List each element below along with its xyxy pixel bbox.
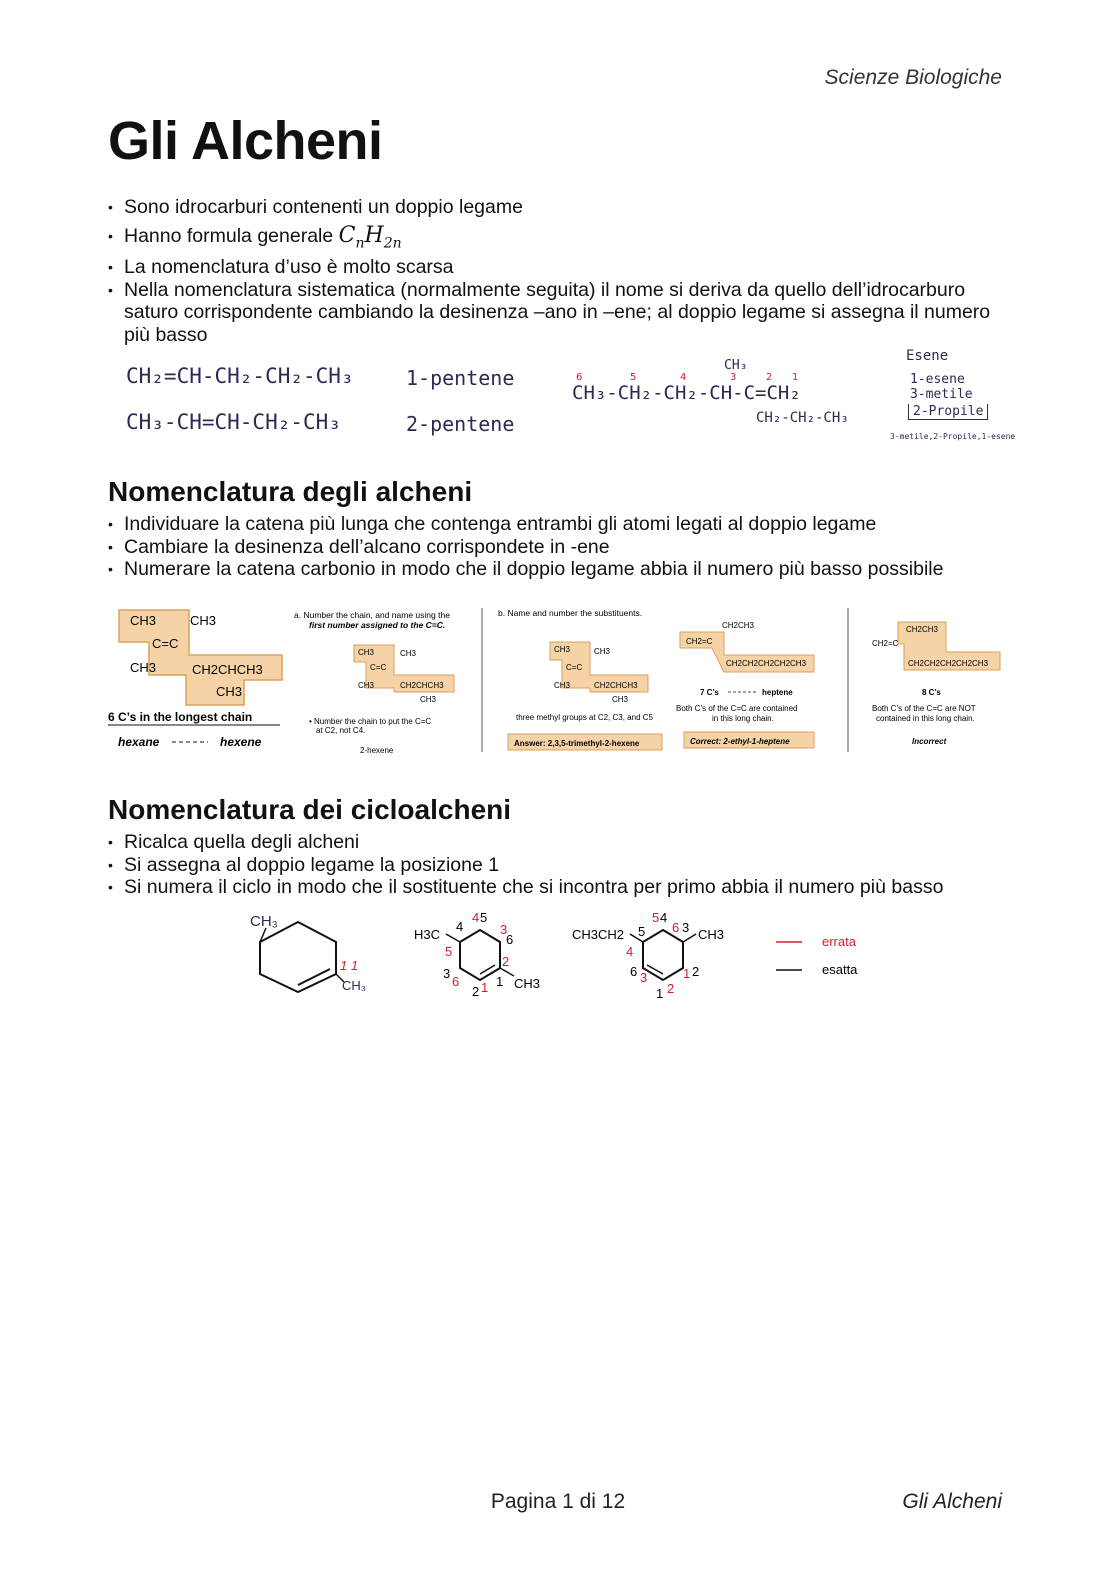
list-item: • Ricalca quella degli alcheni	[108, 831, 1008, 854]
section-title: Nomenclatura degli alcheni	[108, 476, 473, 507]
list-item: • Si assegna al doppio legame la posizione 1	[108, 854, 1008, 877]
list-item: • Nella nomenclatura sistematica (normalmente seguita) il nome si deriva da quello dell’idrocarburo saturo corrispondente cambiando la desinenza –ano in –ene; al doppio legame si assegna il numero più basso	[108, 279, 1008, 347]
svg-text:contained in this long chain.: contained in this long chain.	[876, 714, 975, 723]
intro-list	[108, 196, 1008, 346]
svg-text:4: 4	[626, 944, 634, 959]
svg-text:CH3: CH3	[190, 613, 217, 628]
svg-text:1: 1	[683, 966, 691, 981]
svg-text:CH3: CH3	[554, 645, 571, 654]
esene-line-1: 1-esene	[910, 372, 965, 387]
svg-text:4: 4	[660, 910, 668, 925]
list-item: • Hanno formula generale $C_nH_{2n}$	[108, 225, 1008, 255]
footer-title: Gli Alcheni	[902, 1490, 1002, 1513]
general-formula: $C_nH_{2n}$	[338, 222, 402, 251]
svg-text:1: 1	[656, 986, 664, 1001]
legend-esatta: esatta	[822, 962, 858, 977]
svg-text:CH3: CH3	[358, 648, 375, 657]
panel-b-substituents	[498, 608, 662, 750]
svg-text:2-hexene: 2-hexene	[360, 746, 394, 755]
svg-text:CH3: CH3	[400, 649, 417, 658]
svg-text:5: 5	[652, 910, 660, 925]
svg-text:CH2CH2CH2CH2CH3: CH2CH2CH2CH2CH3	[726, 659, 807, 668]
header-subject: Scienze Biologiche	[824, 66, 1002, 89]
svg-text:5: 5	[445, 944, 453, 959]
list-item: • Numerare la catena carbonio in modo che il doppio legame abbia il numero più basso possibile	[108, 558, 1008, 581]
svg-text:C=C: C=C	[152, 636, 179, 651]
svg-text:1: 1	[481, 980, 489, 995]
cycloalkene-figure	[240, 906, 880, 1006]
svg-text:CH3: CH3	[612, 695, 629, 704]
svg-text:2: 2	[692, 964, 700, 979]
nomenclature-figure	[104, 600, 1004, 760]
svg-text:CH3: CH3	[594, 647, 611, 656]
handwritten-name-1: 1-pentene	[406, 366, 515, 390]
svg-text:CH3CH2: CH3CH2	[572, 927, 625, 942]
legend-errata: errata	[822, 934, 856, 949]
esene-final: 3-metile,2-Propile,1-esene	[890, 432, 1016, 441]
svg-text:6 C’s in the longest chain: 6 C’s in the longest chain	[108, 710, 253, 724]
handwritten-name-2: 2-pentene	[406, 412, 515, 436]
svg-text:CH3: CH3	[358, 681, 375, 690]
list-item: • Cambiare la desinenza dell’alcano corrispondete in -ene	[108, 536, 1008, 559]
svg-text:1 1: 1 1	[340, 958, 359, 973]
svg-text:CH2CHCH3: CH2CHCH3	[594, 681, 638, 690]
svg-text:hexane: hexane	[118, 735, 160, 749]
section-title: Nomenclatura dei cicloalcheni	[108, 794, 512, 825]
svg-text:CH₃: CH₃	[250, 913, 278, 930]
section2-list	[108, 513, 1008, 581]
svg-text:2: 2	[472, 984, 480, 999]
svg-text:Answer: 2,3,5-trimethyl-2-hexe: Answer: 2,3,5-trimethyl-2-hexene	[514, 739, 640, 748]
panel-d-incorrect	[872, 622, 1000, 746]
list-item: • Sono idrocarburi contenenti un doppio legame	[108, 196, 1008, 219]
svg-text:3: 3	[443, 966, 451, 981]
svg-text:CH3: CH3	[130, 660, 157, 675]
svg-text:CH3: CH3	[216, 684, 243, 699]
svg-text:Both C’s of the C=C are contai: Both C’s of the C=C are contained	[676, 704, 798, 713]
svg-text:heptene: heptene	[762, 688, 793, 697]
svg-text:CH2=C: CH2=C	[872, 639, 899, 648]
panel-c-correct	[676, 621, 814, 748]
svg-text:6: 6	[672, 920, 680, 935]
svg-text:• Number the chain to put the: • Number the chain to put the C=C	[309, 717, 432, 726]
svg-text:4: 4	[456, 919, 464, 934]
page-title: Gli Alcheni	[108, 111, 383, 171]
section3-list	[108, 831, 1008, 899]
svg-text:CH3: CH3	[698, 927, 725, 942]
svg-text:6: 6	[506, 932, 514, 947]
svg-text:CH2CHCH3: CH2CHCH3	[400, 681, 444, 690]
list-item: • Si numera il ciclo in modo che il sostituente che si incontra per primo abbia il numero più basso	[108, 876, 1008, 899]
legend	[776, 934, 858, 977]
svg-text:7 C’s: 7 C’s	[700, 688, 719, 697]
svg-text:5: 5	[480, 910, 488, 925]
handwritten-branch-bottom: CH₂-CH₂-CH₃	[756, 410, 849, 426]
svg-text:in this long chain.: in this long chain.	[712, 714, 774, 723]
svg-text:hexene: hexene	[220, 735, 262, 749]
svg-text:a. Number the chain, and name: a. Number the chain, and name using the	[294, 610, 450, 620]
ring-ethyl-example	[572, 910, 724, 1001]
svg-text:3: 3	[682, 920, 690, 935]
svg-text:2: 2	[667, 981, 675, 996]
ring-methyl-example	[414, 910, 540, 999]
svg-text:1: 1	[496, 974, 504, 989]
svg-text:C=C: C=C	[566, 663, 583, 672]
svg-text:CH3: CH3	[130, 613, 157, 628]
svg-text:three methyl groups at C2, C3,: three methyl groups at C2, C3, and C5	[516, 713, 653, 722]
svg-text:Both C’s of the C=C are NOT: Both C’s of the C=C are NOT	[872, 704, 976, 713]
svg-text:3: 3	[500, 922, 508, 937]
svg-text:CH3: CH3	[514, 976, 541, 991]
svg-text:CH2CH3: CH2CH3	[722, 621, 755, 630]
svg-text:H3C: H3C	[414, 927, 441, 942]
svg-text:5: 5	[638, 924, 646, 939]
handwritten-formula-1: CH₂=CH-CH₂-CH₂-CH₃	[126, 364, 354, 388]
page-number: Pagina 1 di 12	[490, 1490, 626, 1513]
svg-text:6: 6	[630, 964, 638, 979]
svg-text:b. Name and number the substit: b. Name and number the substituents.	[498, 608, 643, 618]
svg-text:3: 3	[640, 970, 648, 985]
svg-text:Correct: 2-ethyl-1-heptene: Correct: 2-ethyl-1-heptene	[690, 737, 790, 746]
esene-line-2: 3-metile	[910, 387, 973, 402]
svg-text:Incorrect: Incorrect	[912, 737, 947, 746]
list-item: • La nomenclatura d’uso è molto scarsa	[108, 256, 1008, 279]
esene-title: Esene	[906, 348, 949, 364]
panel-a-number-chain	[294, 610, 454, 755]
svg-text:8 C’s: 8 C’s	[922, 688, 941, 697]
esene-line-3: 2-Propile	[908, 404, 988, 420]
svg-text:CH2=C: CH2=C	[686, 637, 713, 646]
svg-text:CH2CHCH3: CH2CHCH3	[192, 662, 263, 677]
svg-text:4: 4	[472, 910, 480, 925]
svg-text:6: 6	[452, 974, 460, 989]
svg-text:at C2, not C4.: at C2, not C4.	[316, 726, 366, 735]
handwritten-branch-top: CH₃	[724, 358, 748, 373]
list-item: • Individuare la catena più lunga che contenga entrambi gli atomi legati al doppio legame	[108, 513, 1008, 536]
svg-text:CH3: CH3	[420, 695, 437, 704]
panel-longest-chain	[108, 610, 282, 749]
svg-text:CH₃: CH₃	[342, 978, 367, 993]
handwritten-main-chain: CH₃-CH₂-CH₂-CH-C=CH₂	[572, 382, 801, 404]
svg-text:CH2CH3: CH2CH3	[906, 625, 939, 634]
svg-text:CH2CH2CH2CH2CH3: CH2CH2CH2CH2CH3	[908, 659, 989, 668]
svg-text:2: 2	[502, 954, 510, 969]
svg-text:first number assigned to the C: first number assigned to the C=C.	[309, 620, 446, 630]
svg-text:C=C: C=C	[370, 663, 387, 672]
ring-handwritten	[250, 913, 366, 993]
handwritten-formula-2: CH₃-CH=CH-CH₂-CH₃	[126, 410, 341, 434]
svg-text:CH3: CH3	[554, 681, 571, 690]
